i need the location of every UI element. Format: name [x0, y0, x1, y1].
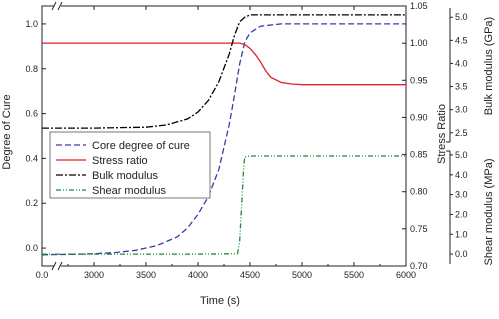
legend: [50, 132, 210, 198]
y-stress-tick-label: 0.75: [410, 223, 428, 234]
y-axis-shear-title: Shear modulus (MPa): [483, 158, 495, 266]
y-bulk-tick-label: 2.5: [455, 127, 468, 138]
x-tick-label: 4500: [239, 270, 261, 280]
y-left-tick-label: 0.8: [25, 63, 38, 74]
y-stress-tick-label: 0.95: [410, 75, 428, 86]
y-axis-stress-title: Stress Ratio: [436, 104, 448, 164]
y-shear-tick-label: 5.0: [455, 149, 468, 160]
y-shear-tick-label: 3.0: [455, 189, 468, 200]
y-axis-left-title: Degree of Cure: [1, 94, 13, 170]
y-stress-tick-label: 0.70: [410, 261, 428, 271]
y-bulk-tick-label: 5.0: [455, 12, 468, 23]
series-line-1: [42, 43, 406, 85]
legend-label-core-cure: Core degree of cure: [92, 140, 190, 152]
y-axis-bulk-title: Bulk modulus (GPa): [483, 16, 495, 116]
x-tick-label: 5500: [343, 270, 365, 280]
y-stress-tick-label: 1.00: [410, 38, 428, 49]
x-tick-label: 4000: [187, 270, 209, 280]
y-shear-tick-label: 0.0: [455, 249, 468, 260]
legend-label-shear-modulus: Shear modulus: [92, 185, 166, 197]
x-tick-label: 6000: [395, 270, 417, 280]
x-tick-label: 5000: [291, 270, 313, 280]
y-left-tick-label: 1.0: [25, 18, 38, 29]
y-stress-tick-label: 1.05: [410, 1, 428, 11]
y-bulk-tick-label: 4.0: [455, 58, 468, 69]
y-left-tick-label: 0.0: [25, 243, 38, 254]
y-shear-tick-label: 4.0: [455, 169, 468, 180]
y-stress-tick-label: 0.85: [410, 149, 428, 160]
x-tick-label: 0.0: [35, 270, 49, 280]
y-left-tick-label: 0.2: [25, 198, 38, 209]
y-left-tick-label: 0.6: [25, 108, 38, 119]
y-stress-tick-label: 0.80: [410, 186, 428, 197]
y-shear-tick-label: 1.0: [455, 229, 468, 240]
x-tick-label: 3000: [83, 270, 105, 280]
y-bulk-tick-label: 3.0: [455, 104, 468, 115]
legend-label-stress-ratio: Stress ratio: [92, 155, 148, 167]
series-line-2: [42, 15, 406, 128]
y-bulk-tick-label: 4.5: [455, 35, 468, 46]
legend-label-bulk-modulus: Bulk modulus: [92, 170, 159, 182]
x-tick-label: 3500: [135, 270, 157, 280]
y-bulk-tick-label: 3.5: [455, 81, 468, 92]
y-stress-tick-label: 0.90: [410, 112, 428, 123]
x-axis-title: Time (s): [200, 295, 240, 307]
y-left-tick-label: 0.4: [25, 153, 38, 164]
y-shear-tick-label: 2.0: [455, 209, 468, 220]
